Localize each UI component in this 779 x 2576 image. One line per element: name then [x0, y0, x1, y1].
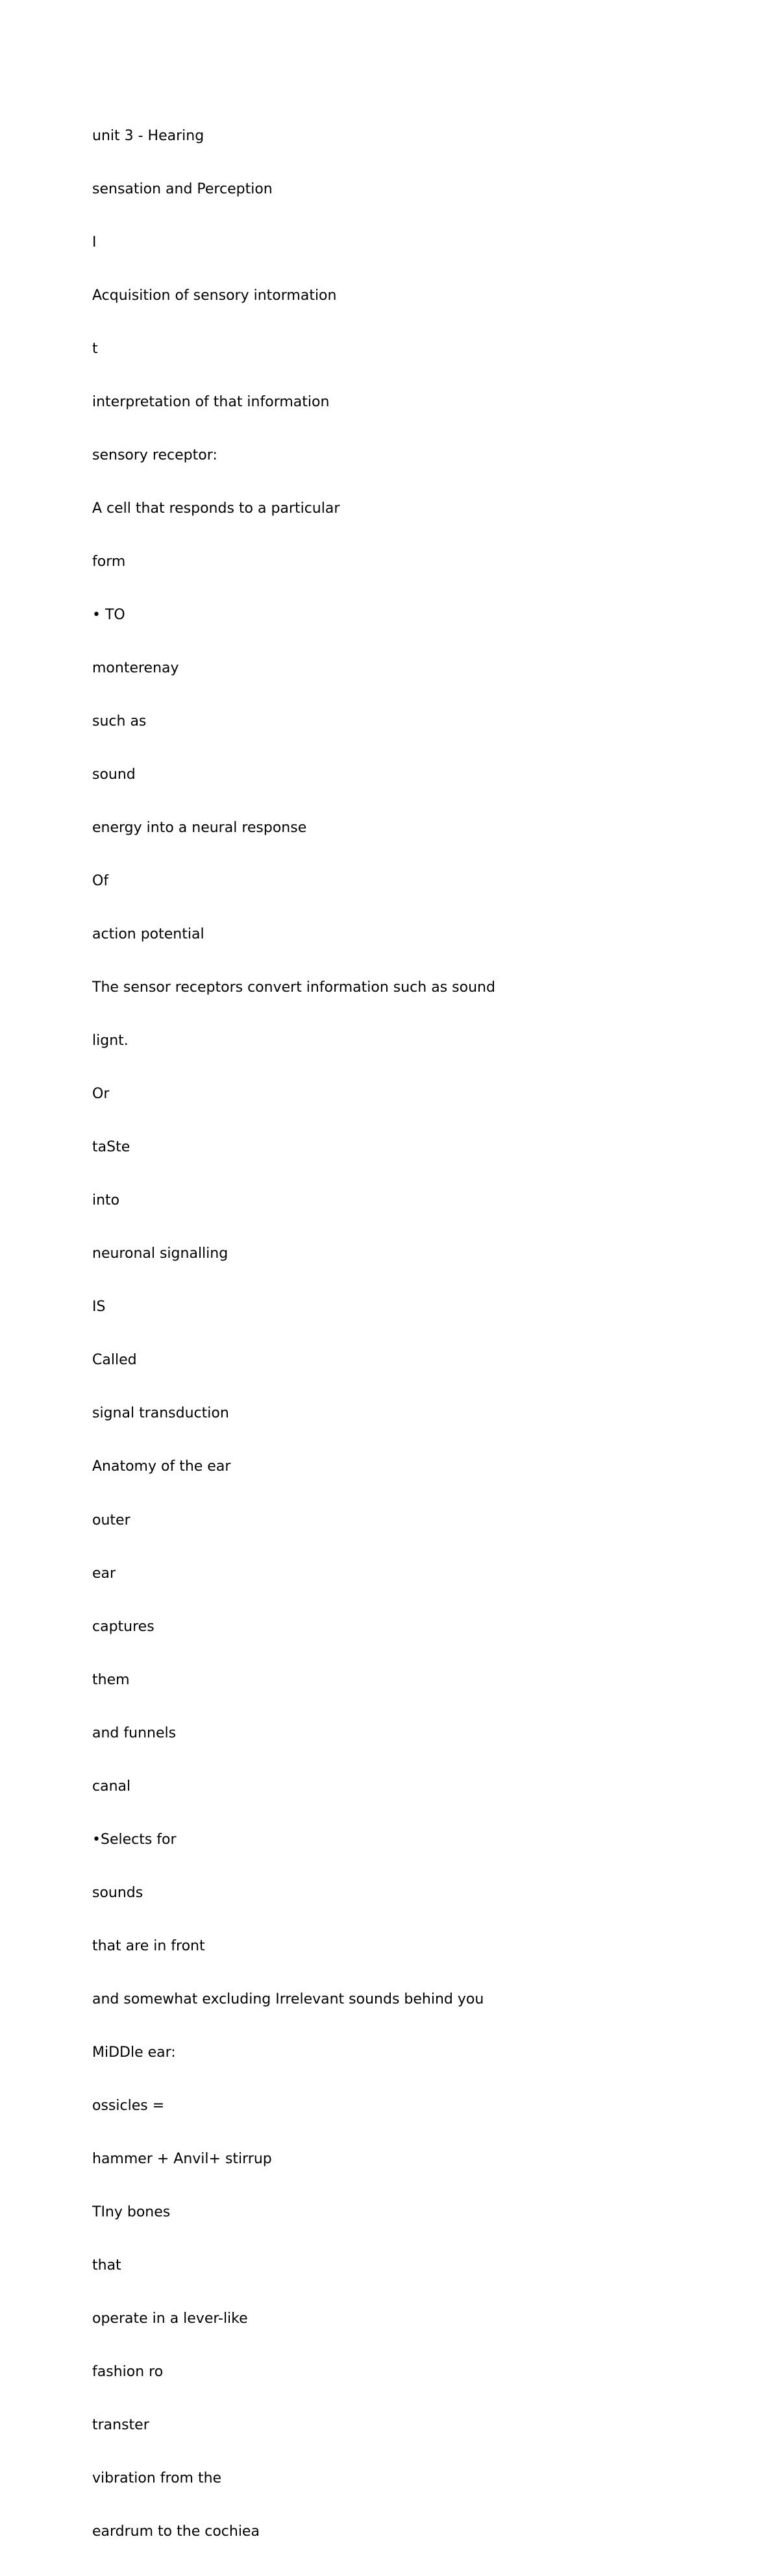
title-line: unit 3 - Hearing: [92, 127, 204, 144]
text-line: neuronal signalling: [92, 1245, 229, 1262]
text-line: TIny bones: [92, 2203, 171, 2220]
text-line: sensation and Perception: [92, 180, 273, 197]
text-line: Of: [92, 873, 109, 890]
text-line: I: [92, 234, 97, 251]
text-line: The sensor receptors convert information such as sound: [92, 979, 495, 996]
text-line: interpretation of that information: [92, 393, 330, 410]
text-line: Or: [92, 1086, 110, 1103]
text-line: sound: [92, 767, 136, 783]
text-line: outer: [92, 1512, 130, 1528]
text-line: signal transduction: [92, 1405, 229, 1422]
text-line: ossicles =: [92, 2097, 165, 2114]
text-line: sounds: [92, 1884, 143, 1901]
text-line: hammer + Anvil+ stirrup: [92, 2150, 272, 2167]
text-line: •Selects for: [92, 1831, 177, 1848]
text-line: monterenay: [92, 660, 179, 676]
handwritten-notes-transcript: [92, 92, 741, 2576]
section-heading-line: Anatomy of the ear: [92, 1458, 231, 1475]
text-line: that are in front: [92, 1937, 205, 1954]
text-line: and somewhat excluding Irrelevant sounds behind you: [92, 1991, 484, 2007]
section-heading-line: MiDDle ear:: [92, 2044, 176, 2061]
text-line: eardrum to the cochiea: [92, 2523, 260, 2540]
text-line: t: [92, 340, 98, 357]
text-line: Called: [92, 1352, 137, 1369]
text-line: operate in a lever-like: [92, 2310, 248, 2327]
text-line: sensory receptor:: [92, 447, 217, 463]
text-line: fashion ro: [92, 2364, 164, 2380]
text-line: such as: [92, 713, 147, 730]
text-line: canal: [92, 1778, 131, 1795]
text-line: IS: [92, 1299, 106, 1316]
text-line: captures: [92, 1618, 155, 1635]
text-line: into: [92, 1192, 120, 1209]
text-line: ear: [92, 1565, 116, 1582]
text-line: action potential: [92, 926, 204, 943]
text-line: form: [92, 553, 126, 570]
text-line: energy into a neural response: [92, 820, 307, 837]
text-line: • TO: [92, 606, 125, 623]
text-line: them: [92, 1671, 130, 1688]
text-line: lignt.: [92, 1033, 129, 1049]
text-line: Acquisition of sensory intormation: [92, 287, 337, 304]
text-line: vibration from the: [92, 2470, 222, 2487]
text-line: taSte: [92, 1139, 130, 1156]
text-line: that: [92, 2257, 121, 2274]
text-line: and funnels: [92, 1724, 177, 1741]
text-line: transter: [92, 2417, 149, 2434]
text-line: A cell that responds to a particular: [92, 500, 340, 517]
